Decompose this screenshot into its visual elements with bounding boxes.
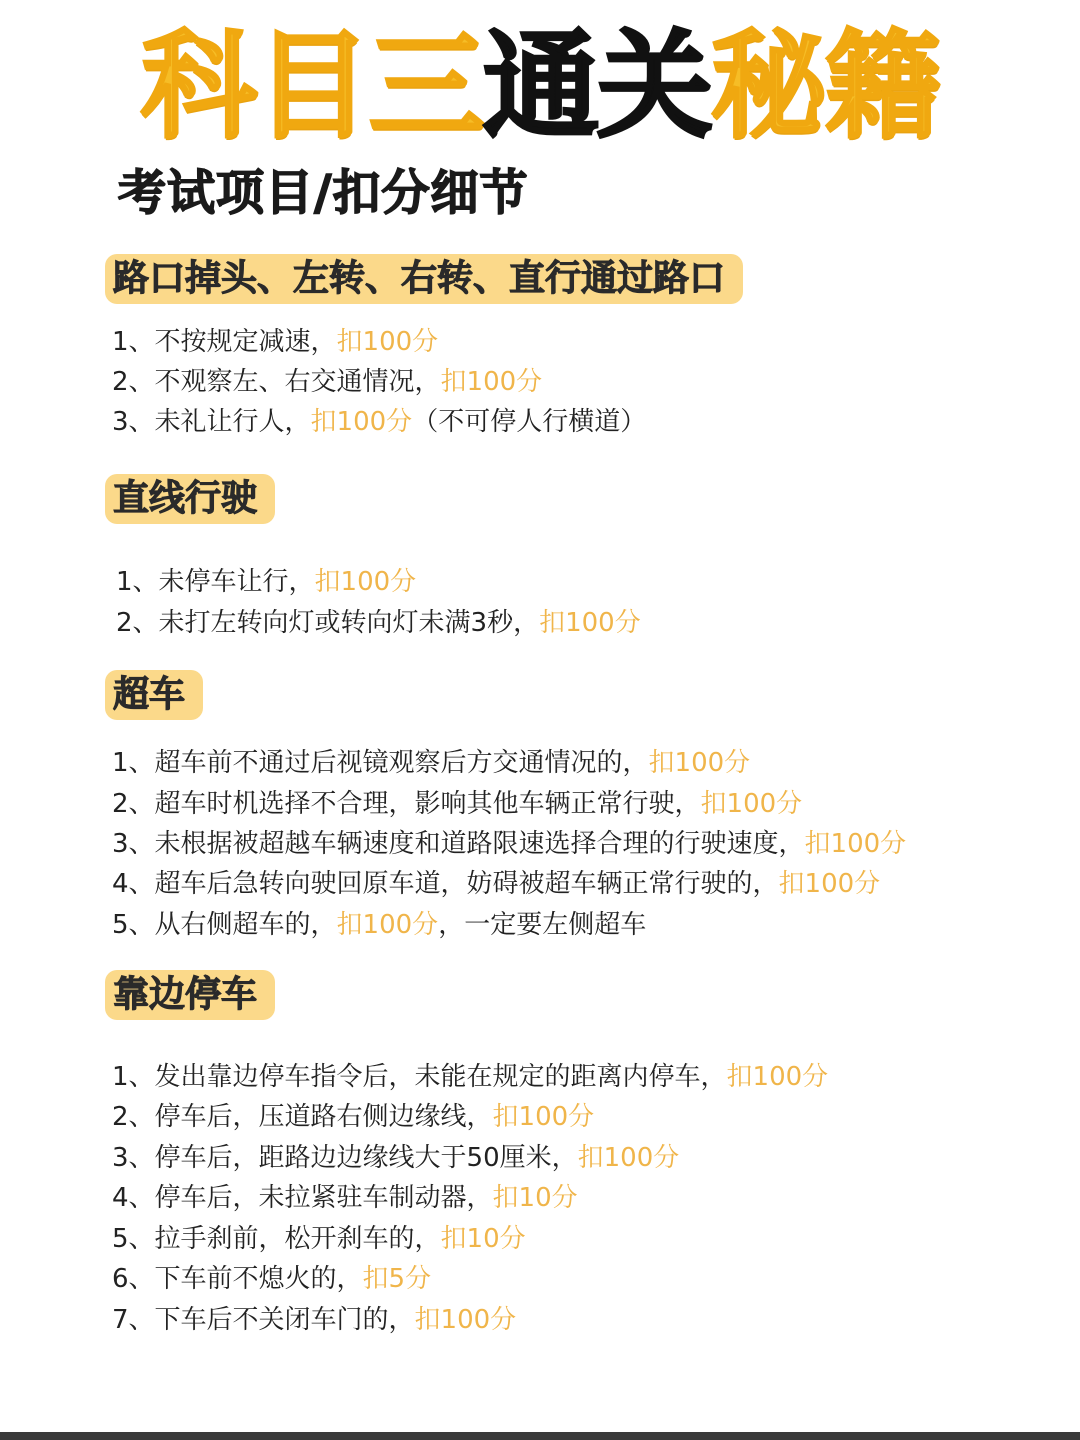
penalty-label: 扣100分 — [492, 1102, 595, 1132]
item-text: 5、拉手刹前，松开刹车的， — [112, 1224, 441, 1254]
section-header-straight-driving: 直线行驶 — [105, 474, 275, 524]
list-item — [112, 1261, 431, 1297]
item-text: 7、下车后不关闭车门的， — [112, 1305, 415, 1335]
penalty-label: 扣100分 — [336, 327, 439, 357]
list-item — [112, 786, 802, 822]
list-item — [116, 564, 416, 600]
list-item — [112, 1221, 526, 1257]
penalty-label: 扣10分 — [440, 1224, 526, 1254]
title-part-1: 科目三 — [141, 19, 483, 154]
section-header-pull-over: 靠边停车 — [105, 970, 275, 1020]
item-text: 2、未打左转向灯或转向灯未满3秒， — [116, 608, 540, 638]
penalty-label: 扣100分 — [539, 608, 641, 638]
penalty-label: 扣100分 — [700, 789, 803, 819]
list-item — [112, 1302, 516, 1338]
item-text: 3、未礼让行人， — [112, 407, 311, 437]
item-text: 4、超车后急转向驶回原车道，妨碍被超车辆正常行驶的， — [112, 869, 779, 899]
penalty-label: 扣100分 — [336, 910, 439, 940]
penalty-label: 扣100分 — [778, 869, 881, 899]
penalty-label: 扣100分 — [314, 567, 417, 597]
list-item — [112, 1140, 679, 1176]
page-title — [0, 19, 1080, 154]
item-suffix: （不可停人行横道） — [412, 407, 647, 437]
section-header-intersection: 路口掉头、左转、右转、直行通过路口 — [105, 254, 743, 304]
penalty-label: 扣100分 — [440, 367, 543, 397]
list-item — [112, 1099, 594, 1135]
list-item — [116, 605, 641, 641]
item-text: 3、未根据被超越车辆速度和道路限速选择合理的行驶速度， — [112, 829, 805, 859]
item-text: 6、下车前不熄火的， — [112, 1264, 363, 1294]
penalty-label: 扣100分 — [804, 829, 907, 859]
penalty-label: 扣100分 — [310, 407, 413, 437]
list-item — [112, 1059, 828, 1095]
penalty-label: 扣100分 — [726, 1062, 829, 1092]
bottom-divider — [0, 1432, 1080, 1440]
section-header-overtaking: 超车 — [105, 670, 203, 720]
list-item — [112, 745, 750, 781]
list-item — [112, 1180, 578, 1216]
penalty-label: 扣10分 — [492, 1183, 578, 1213]
item-suffix: ，一定要左侧超车 — [438, 910, 647, 940]
item-text: 2、停车后，压道路右侧边缘线， — [112, 1102, 493, 1132]
penalty-label: 扣100分 — [577, 1143, 680, 1173]
penalty-label: 扣100分 — [414, 1305, 517, 1335]
penalty-label: 扣5分 — [362, 1264, 432, 1294]
item-text: 1、不按规定减速， — [112, 327, 337, 357]
list-item — [112, 404, 646, 440]
item-text: 4、停车后，未拉紧驻车制动器， — [112, 1183, 493, 1213]
list-item — [112, 826, 906, 862]
title-part-3: 秘籍 — [711, 19, 939, 154]
item-text: 1、超车前不通过后视镜观察后方交通情况的， — [112, 748, 649, 778]
item-text: 2、超车时机选择不合理，影响其他车辆正常行驶， — [112, 789, 701, 819]
item-text: 1、发出靠边停车指令后，未能在规定的距离内停车， — [112, 1062, 727, 1092]
title-part-2: 通关 — [483, 19, 711, 154]
penalty-label: 扣100分 — [648, 748, 751, 778]
list-item — [112, 324, 438, 360]
item-text: 5、从右侧超车的， — [112, 910, 337, 940]
list-item — [112, 907, 646, 943]
item-text: 1、未停车让行， — [116, 567, 315, 597]
list-item — [112, 866, 880, 902]
subtitle: 考试项目/扣分细节 — [118, 165, 529, 221]
list-item — [112, 364, 542, 400]
item-text: 2、不观察左、右交通情况， — [112, 367, 441, 397]
item-text: 3、停车后，距路边边缘线大于50厘米， — [112, 1143, 578, 1173]
